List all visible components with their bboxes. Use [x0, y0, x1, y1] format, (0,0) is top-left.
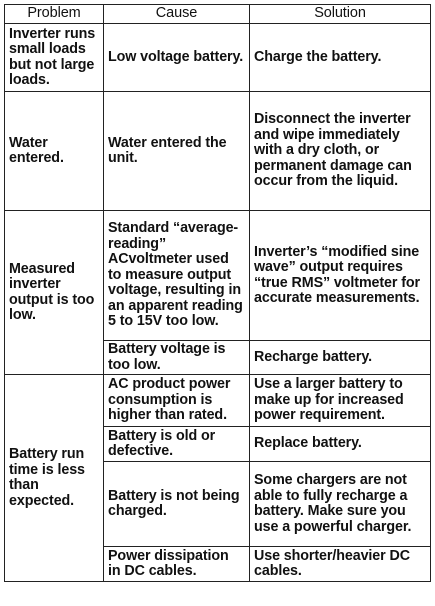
- table-row: [5, 375, 431, 427]
- cause-cell: Battery is not being charged.: [104, 462, 250, 547]
- solution-cell: Use shorter/heavier DC cables.: [250, 547, 431, 582]
- solution-cell: Charge the battery.: [250, 24, 431, 92]
- problem-cell: Water entered.: [5, 92, 104, 211]
- table-row: [5, 92, 431, 211]
- solution-cell: Some chargers are not able to fully recharge a battery. Make sure you use a powerful charger.: [250, 462, 431, 547]
- table-row: [5, 24, 431, 92]
- solution-cell: Use a larger battery to make up for increased power requirement.: [250, 375, 431, 427]
- cause-cell: Water entered the unit.: [104, 92, 250, 211]
- cause-cell: Battery is old or defective.: [104, 427, 250, 462]
- troubleshooting-table: [4, 4, 431, 582]
- cause-cell: Standard “average-reading” ACvoltmeter used to measure output voltage, resulting in an apparent reading 5 to 15V too low.: [104, 211, 250, 341]
- header-problem: Problem: [5, 5, 104, 24]
- solution-cell: Inverter’s “modified sine wave” output requires “true RMS” voltmeter for accurate measurements.: [250, 211, 431, 341]
- problem-cell: Battery run time is less than expected.: [5, 375, 104, 582]
- header-row: [5, 5, 431, 24]
- cause-cell: AC product power consumption is higher than rated.: [104, 375, 250, 427]
- cause-cell: Low voltage battery.: [104, 24, 250, 92]
- table-row: [5, 211, 431, 341]
- cause-cell: Power dissipation in DC cables.: [104, 547, 250, 582]
- solution-cell: Disconnect the inverter and wipe immediately with a dry cloth, or permanent damage can occur from the liquid.: [250, 92, 431, 211]
- solution-cell: Replace battery.: [250, 427, 431, 462]
- problem-cell: Inverter runs small loads but not large loads.: [5, 24, 104, 92]
- problem-cell: Measured inverter output is too low.: [5, 211, 104, 375]
- cause-cell: Battery voltage is too low.: [104, 341, 250, 375]
- solution-cell: Recharge battery.: [250, 341, 431, 375]
- header-solution: Solution: [250, 5, 431, 24]
- header-cause: Cause: [104, 5, 250, 24]
